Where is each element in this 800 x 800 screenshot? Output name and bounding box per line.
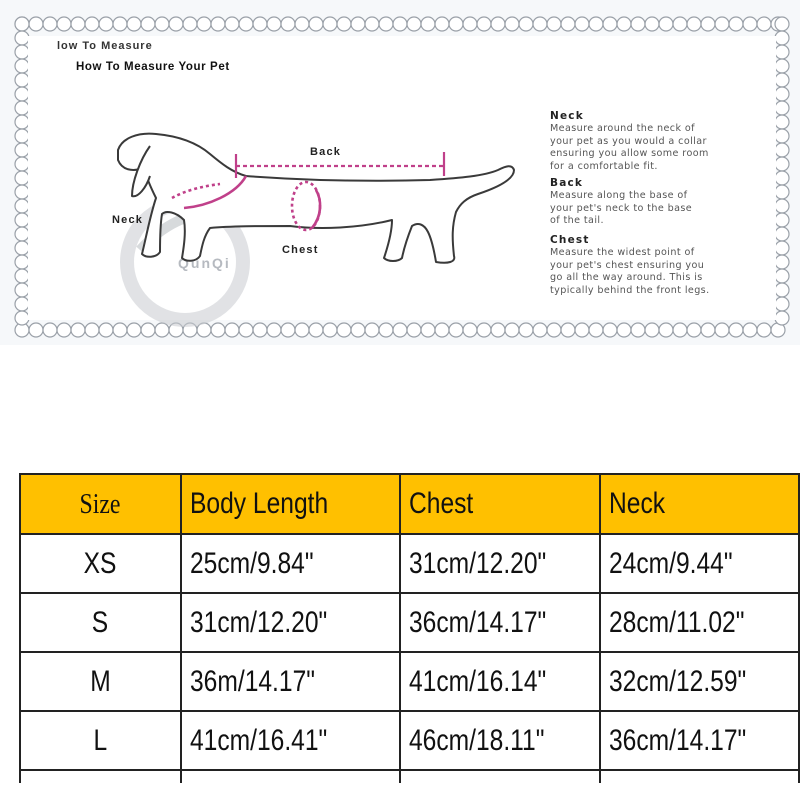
scallop-bump (295, 17, 309, 31)
scallop-bump (15, 297, 29, 311)
scallop-bump (477, 323, 491, 337)
scallop-bump (775, 101, 789, 115)
scallop-bump (15, 31, 29, 45)
table-row (20, 534, 799, 593)
scallop-bump (155, 17, 169, 31)
scallop-bump (519, 17, 533, 31)
card-main-title: How To Measure Your Pet (76, 61, 230, 73)
scallop-bump (351, 323, 365, 337)
scallop-bump (775, 73, 789, 87)
header-neck: Neck (600, 474, 799, 534)
scallop-bump (775, 143, 789, 157)
scallop-bump (239, 323, 253, 337)
scallop-bump (281, 17, 295, 31)
scallop-bump (729, 323, 743, 337)
scallop-bump (775, 157, 789, 171)
scallop-bump (491, 323, 505, 337)
scallop-bump (743, 323, 757, 337)
scallop-bump (775, 87, 789, 101)
scallop-bump (99, 17, 113, 31)
scallop-bump (15, 45, 29, 59)
scallop-bump (407, 17, 421, 31)
how-to-measure-card (0, 0, 800, 345)
scallop-bump (15, 171, 29, 185)
scallop-bump (323, 17, 337, 31)
scallop-bump (267, 323, 281, 337)
scallop-bump (603, 17, 617, 31)
scallop-bump (253, 323, 267, 337)
scallop-bump (421, 323, 435, 337)
scallop-bump (575, 17, 589, 31)
scallop-bump (701, 323, 715, 337)
scallop-bump (775, 269, 789, 283)
scallop-bump (715, 323, 729, 337)
scallop-bump (687, 323, 701, 337)
diagram-label-chest: Chest (282, 244, 319, 256)
size-cell: L (20, 711, 181, 770)
scallop-bump (631, 17, 645, 31)
scallop-bump (775, 255, 789, 269)
header-chest: Chest (400, 474, 600, 534)
scallop-bump (197, 17, 211, 31)
scallop-bump (43, 323, 57, 337)
scallop-bump (29, 323, 43, 337)
scallop-bump (463, 17, 477, 31)
scallop-bump (645, 17, 659, 31)
scallop-bump (659, 17, 673, 31)
scallop-bump (15, 87, 29, 101)
scallop-bump (127, 17, 141, 31)
scallop-bump (729, 17, 743, 31)
scallop-bump (379, 323, 393, 337)
scallop-bump (15, 101, 29, 115)
size-cell: S (20, 593, 181, 652)
scallop-bump (659, 323, 673, 337)
scallop-bump (589, 323, 603, 337)
scallop-bump (211, 323, 225, 337)
scallop-bump (295, 323, 309, 337)
scallop-bump (701, 17, 715, 31)
scallop-bump (15, 73, 29, 87)
scallop-bump (323, 323, 337, 337)
scallop-bump (15, 17, 29, 31)
card-small-title: low To Measure (57, 40, 153, 52)
scallop-bump (15, 157, 29, 171)
scallop-bump (715, 17, 729, 31)
scallop-bump (113, 323, 127, 337)
scallop-bump (775, 227, 789, 241)
scallop-bump (141, 323, 155, 337)
scallop-bump (775, 115, 789, 129)
scallop-bump (775, 283, 789, 297)
scallop-bump (169, 17, 183, 31)
scallop-bump (463, 323, 477, 337)
table-row-cutoff (20, 770, 799, 783)
scallop-bump (141, 17, 155, 31)
scallop-bump (421, 17, 435, 31)
body-length-cell: 41cm/16.41" (181, 711, 400, 770)
scallop-bump (99, 323, 113, 337)
scallop-bump (15, 59, 29, 73)
scallop-bump (775, 17, 789, 31)
scallop-bump (673, 323, 687, 337)
scallop-bump (407, 323, 421, 337)
body-length-cell: 36m/14.17" (181, 652, 400, 711)
scallop-bump (547, 323, 561, 337)
chest-description-text: Measure the widest point of your pet's chest ensuring you go all the way around. This is typically behind the front legs. (550, 247, 710, 296)
scallop-bump (775, 45, 789, 59)
scallop-bump (127, 323, 141, 337)
scallop-bump (561, 17, 575, 31)
scallop-bump (603, 323, 617, 337)
scallop-bump (239, 17, 253, 31)
table-row (20, 652, 799, 711)
scallop-bump (155, 323, 169, 337)
scallop-bump (449, 17, 463, 31)
scallop-bump (15, 143, 29, 157)
scallop-bump (211, 17, 225, 31)
scallop-bump (519, 323, 533, 337)
scallop-bump (631, 323, 645, 337)
scallop-bump (183, 17, 197, 31)
table-row (20, 711, 799, 770)
scallop-bump (85, 323, 99, 337)
scallop-bump (775, 199, 789, 213)
neck-cell: 28cm/11.02" (600, 593, 799, 652)
scallop-bump (757, 17, 771, 31)
scallop-bump (561, 323, 575, 337)
scallop-bump (15, 255, 29, 269)
scallop-bump (775, 241, 789, 255)
scallop-bump (15, 283, 29, 297)
scallop-bump (393, 17, 407, 31)
scallop-bump (589, 17, 603, 31)
scallop-bump (575, 323, 589, 337)
chest-cell: 41cm/16.14" (400, 652, 600, 711)
table-row (20, 593, 799, 652)
scallop-bump (533, 323, 547, 337)
scallop-bump (281, 323, 295, 337)
body-length-cell: 31cm/12.20" (181, 593, 400, 652)
chest-cell: 36cm/14.17" (400, 593, 600, 652)
scallop-bump (617, 323, 631, 337)
neck-cell: 32cm/12.59" (600, 652, 799, 711)
scallop-bump (15, 213, 29, 227)
scallop-bump (775, 31, 789, 45)
scallop-bump (645, 323, 659, 337)
size-chart-table (19, 473, 800, 783)
scallop-bump (775, 297, 789, 311)
size-chart-header-row (20, 474, 799, 534)
scallop-bump (533, 17, 547, 31)
scallop-bump (15, 185, 29, 199)
size-cell: M (20, 652, 181, 711)
scallop-bump (71, 323, 85, 337)
scallop-bump (29, 17, 43, 31)
diagram-label-neck: Neck (112, 214, 144, 226)
scallop-bump (43, 17, 57, 31)
scallop-bump (435, 17, 449, 31)
scallop-bump (393, 323, 407, 337)
scallop-bump (617, 17, 631, 31)
scallop-bump (449, 323, 463, 337)
watermark-text: QunQi (178, 255, 231, 271)
back-description-heading: Back (550, 177, 584, 189)
scallop-bump (775, 311, 789, 325)
scallop-bump (337, 17, 351, 31)
scallop-bump (547, 17, 561, 31)
chest-cell: 31cm/12.20" (400, 534, 600, 593)
scallop-bump (757, 323, 771, 337)
scallop-bump (775, 129, 789, 143)
scallop-bump (15, 269, 29, 283)
scallop-bump (435, 323, 449, 337)
neck-cell: 36cm/14.17" (600, 711, 799, 770)
scallop-bump (225, 17, 239, 31)
neck-description-text: Measure around the neck of your pet as you would a collar ensuring you allow some room for a comfortable fit. (550, 123, 709, 172)
scallop-bump (743, 17, 757, 31)
neck-description-heading: Neck (550, 110, 584, 122)
scallop-bump (365, 323, 379, 337)
scallop-bump (673, 17, 687, 31)
scallop-bump (505, 323, 519, 337)
scallop-bump (477, 17, 491, 31)
scallop-bump (15, 115, 29, 129)
scallop-bump (775, 171, 789, 185)
scallop-bump (365, 17, 379, 31)
scallop-bump (253, 17, 267, 31)
scallop-bump (225, 323, 239, 337)
header-body-length: Body Length (181, 474, 400, 534)
scallop-bump (57, 323, 71, 337)
scallop-bump (775, 185, 789, 199)
diagram-label-back: Back (310, 146, 342, 158)
body-length-cell: 25cm/9.84" (181, 534, 400, 593)
scallop-bump (775, 59, 789, 73)
scallop-bump (57, 17, 71, 31)
scallop-bump (379, 17, 393, 31)
scallop-bump (267, 17, 281, 31)
header-size: Size (20, 474, 181, 534)
size-cell: XS (20, 534, 181, 593)
chest-description (550, 234, 775, 297)
scallop-bump (687, 17, 701, 31)
scallop-bump (309, 323, 323, 337)
scallop-bump (337, 323, 351, 337)
scallop-bump (15, 241, 29, 255)
scallop-bump (15, 129, 29, 143)
neck-cell: 24cm/9.44" (600, 534, 799, 593)
scallop-bump (309, 17, 323, 31)
back-description-text: Measure along the base of your pet's neck to the base of the tail. (550, 190, 693, 227)
scallop-bump (351, 17, 365, 31)
scallop-bump (113, 17, 127, 31)
scallop-bump (491, 17, 505, 31)
scallop-bump (505, 17, 519, 31)
scallop-bump (71, 17, 85, 31)
scallop-bump (85, 17, 99, 31)
back-description (550, 177, 775, 228)
chest-cell: 46cm/18.11" (400, 711, 600, 770)
chest-description-heading: Chest (550, 234, 590, 246)
neck-description (550, 110, 775, 173)
scallop-bump (15, 227, 29, 241)
scallop-bump (775, 213, 789, 227)
scallop-bump (15, 311, 29, 325)
scallop-bump (15, 199, 29, 213)
